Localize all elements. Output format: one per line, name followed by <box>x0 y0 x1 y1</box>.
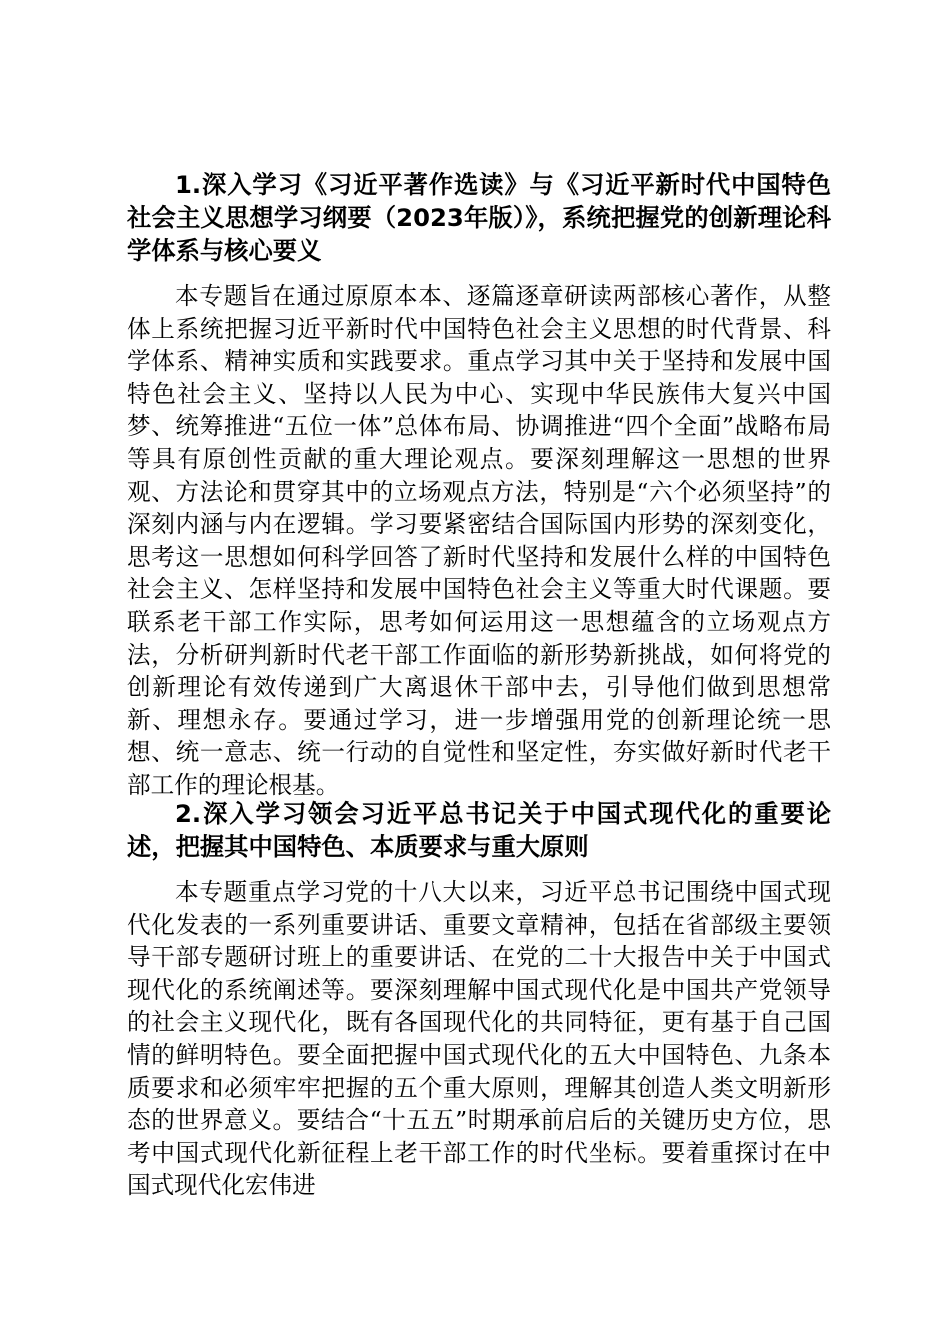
section-paragraph-2: 本专题重点学习党的十八大以来，习近平总书记围绕中国式现代化发表的一系列重要讲话、重要文章精神，包括在省部级主要领导干部专题研讨班上的重要讲话、在党的二十大报告中关于中国式现代化的系统阐述等。要深刻理解中国式现代化是中国共产党领导的社会主义现代化，既有各国现代化的共同特征，更有基于自己国情的鲜明特色。要全面把握中国式现代化的五大中国特色、九条本质要求和必须牢牢把握的五个重大原则，理解其创造人类文明新形态的世界意义。要结合“十五五”时期承前启后的关键历史方位，思考中国式现代化新征程上老干部工作的时代坐标。要着重探讨在中国式现代化宏伟进 <box>127 878 831 1200</box>
section-heading-1: 1.深入学习《习近平著作选读》与《习近平新时代中国特色社会主义思想学习纲要（2023年版）》，系统把握党的创新理论科学体系与核心要义 <box>127 170 831 265</box>
section-heading-2: 2.深入学习领会习近平总书记关于中国式现代化的重要论述，把握其中国特色、本质要求与重大原则 <box>127 799 831 861</box>
section-paragraph-1: 本专题旨在通过原原本本、逐篇逐章研读两部核心著作，从整体上系统把握习近平新时代中国特色社会主义思想的时代背景、科学体系、精神实质和实践要求。重点学习其中关于坚持和发展中国特色社会主义、坚持以人民为中心、实现中华民族伟大复兴中国梦、统筹推进“五位一体”总体布局、协调推进“四个全面”战略布局等具有原创性贡献的重大理论观点。要深刻理解这一思想的世界观、方法论和贯穿其中的立场观点方法，特别是“六个必须坚持”的深刻内涵与内在逻辑。学习要紧密结合国际国内形势的深刻变化，思考这一思想如何科学回答了新时代坚持和发展什么样的中国特色社会主义、怎样坚持和发展中国特色社会主义等重大时代课题。要联系老干部工作实际，思考如何运用这一思想蕴含的立场观点方法，分析研判新时代老干部工作面临的新形势新挑战，如何将党的创新理论有效传递到广大离退休干部中去，引导他们做到思想常新、理想永存。要通过学习，进一步增强用党的创新理论统一思想、统一意志、统一行动的自觉性和坚定性，夯实做好新时代老干部工作的理论根基。 <box>127 282 831 799</box>
